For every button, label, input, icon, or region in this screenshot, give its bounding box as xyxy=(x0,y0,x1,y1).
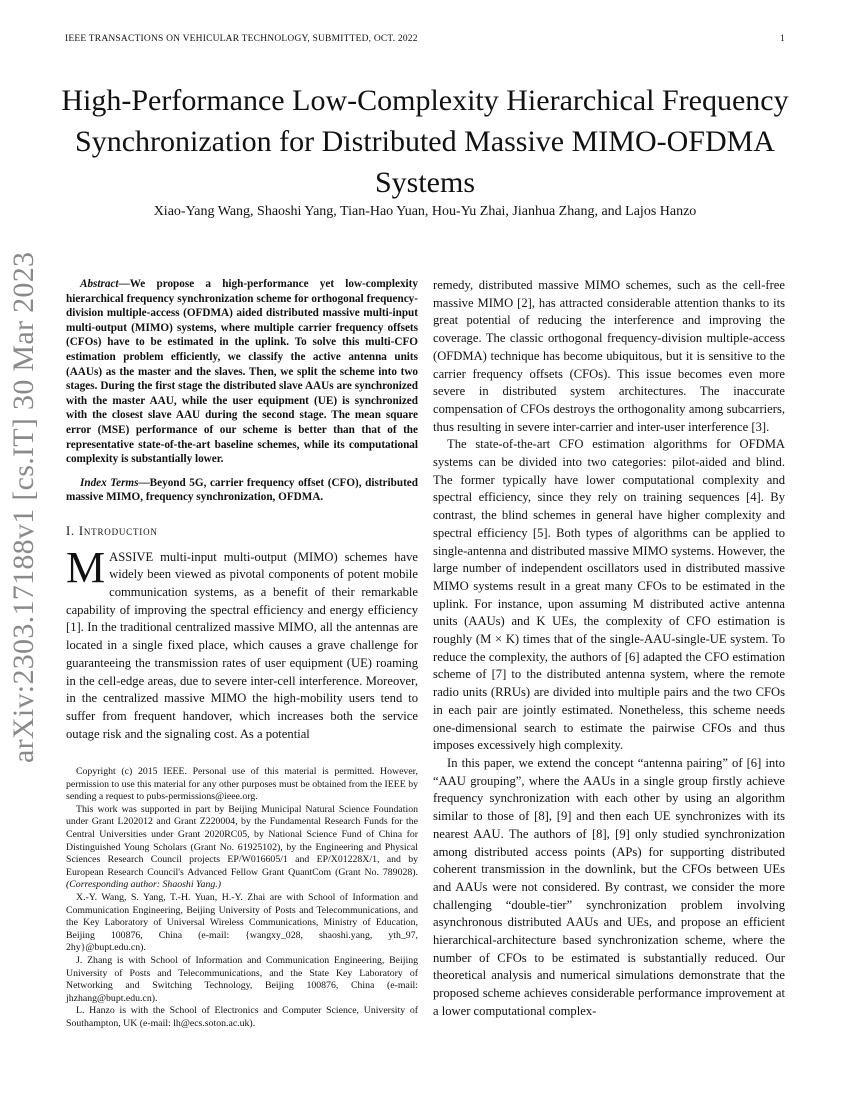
section-heading-introduction: I. Introduction xyxy=(66,523,158,538)
affiliation-1: X.-Y. Wang, S. Yang, T.-H. Yuan, H.-Y. Zhai are with School of Information and Communication Engineering, Beijing University of Posts and Telecommunications, and the Key Laboratory of Universal Wireless Communications, Ministry of Education, Beijing 100876, China (e-mail: {wangxy_028, shaoshi.yang, yth_97, 2hy}@bupt.edu.cn). xyxy=(66,891,418,954)
right-paragraph-1: remedy, distributed massive MIMO schemes, such as the cell-free massive MIMO [2], has attracted considerable attention thanks to its great potential of reducing the interference and improving the coverage. The classic orthogonal frequency-division multiple-access (OFDMA) technique has become ubiquitous, but it is sensitive to the carrier frequency offsets (CFOs). This issue becomes even more severe in distributed system architectures. The inaccurate compensation of CFOs destroys the orthogonality among subcarriers, thus resulting in severe inter-carrier and inter-user interference [3]. xyxy=(433,278,785,434)
running-header xyxy=(65,34,785,44)
funding-note xyxy=(66,804,418,892)
drop-cap: M xyxy=(66,542,106,592)
index-terms-text: —Beyond 5G, carrier frequency offset (CFO), distributed massive MIMO, frequency synchronization, OFDMA. xyxy=(66,476,418,504)
copyright-notice: Copyright (c) 2015 IEEE. Personal use of this material is permitted. However, permission to use this material for any other purposes must be obtained from the IEEE by sending a request to pubs-permissions@ieee.org. xyxy=(66,766,418,803)
affiliation-3: L. Hanzo is with the School of Electronics and Computer Science, University of Southampton, UK (e-mail: lh@ecs.soton.ac.uk). xyxy=(66,1005,418,1029)
abstract-text: —We propose a high-performance yet low-complexity hierarchical frequency synchronization scheme for orthogonal frequency-division multiple-access (OFDMA) aided distributed massive multi-input multi-output (MIMO) systems, where multiple carrier frequency offsets (CFOs) have to be estimated in the uplink. To solve this multi-CFO estimation problem efficiently, we classify the active antenna units (AAUs) as the master and the slaves. Then, we split the scheme into two stages. During the first stage the distributed slave AAUs are synchronized with the master AAU, while the user equipment (UE) is synchronized with the closest slave AAU during the second stage. The mean square error (MSE) performance of our scheme is better than that of the representative state-of-the-art baseline schemes, while its computational complexity is substantially lower. xyxy=(66,278,418,466)
author-list: Xiao-Yang Wang, Shaoshi Yang, Tian-Hao Yuan, Hou-Yu Zhai, Jianhua Zhang, and Lajos Hanzo xyxy=(153,204,697,219)
funding-text: This work was supported in part by Beijing Municipal Natural Science Foundation under Grant L202012 and Grant Z220004, by the Fundamental Research Funds for the Central Universities under Grant 2020RC05, by National Science Fund of China for Distinguished Young Scholars (Grant No. 61925102), by the Engineering and Physical Sciences Research Council projects EP/W016605/1 and EP/X01228X/1, and by European Research Council's Advanced Fellow Grant QuantCom (Grant No. 789028). xyxy=(66,803,418,878)
right-column xyxy=(433,277,785,1021)
index-terms xyxy=(66,476,418,505)
affiliation-2: J. Zhang is with School of Information and Communication Engineering, Beijing University of Posts and Telecommunications, and the State Key Laboratory of Networking and Switching Technology, Beijing 100876, China (e-mail: jhzhang@bupt.edu.cn). xyxy=(66,954,418,1004)
right-paragraph-3: In this paper, we extend the concept “antenna pairing” of [6] into “AAU grouping”, where the AAUs in a single group firstly achieve frequency synchronization with each other by using an algorithm similar to those of [8], [9] and then each UE synchronizes with its nearest AAU. The authors of [8], [9] only studied synchronization among distributed access points (APs) for supporting distributed coherent transmission in the downlink, but the CFOs between UEs and AAUs were not considered. By contrast, we consider the more challenging “double-tier” synchronization problem involving asynchronous distributed AAUs and UEs, and propose an efficient hierarchical-architecture based synchronization scheme, where the number of CFOs to be estimated is substantially reduced. Our theoretical analysis and numerical simulations demonstrate that the proposed scheme achieves considerable performance improvement at a lower computational complex- xyxy=(433,755,785,1018)
abstract-lead: Abstract xyxy=(80,278,119,290)
introduction xyxy=(66,542,418,744)
page-number: 1 xyxy=(780,34,785,44)
index-terms-lead: Index Terms xyxy=(80,476,139,489)
right-paragraph-2: The state-of-the-art CFO estimation algorithms for OFDMA systems can be divided into two categories: pilot-aided and blind. The former typically have lower computational complexity and spectral efficiency, since they rely on training sequences [4]. By contrast, the blind schemes in general have higher complexity and spectral efficiency [5]. Both types of algorithms can be applied to single-antenna and distributed massive MIMO systems. However, the large number of independent oscillators used in distributed massive MIMO systems result in a great many CFOs to be estimated in the uplink. For instance, upon assuming M distributed active antenna units (AAUs) and K UEs, the complexity of CFO estimation is roughly (M × K) times that of the single-AAU-single-UE system. To reduce the complexity, the authors of [6] adapted the CFO estimation scheme of [7] to the distributed antenna system, where the remote radio units (RRUs) are divided into multiple pairs and the two CFOs in each pair are jointly estimated. Nonetheless, this scheme needs one-dimensional search to estimate the pairwise CFOs and thus imposes excessively high complexity. xyxy=(433,437,785,753)
journal-name: IEEE TRANSACTIONS ON VEHICULAR TECHNOLOGY, SUBMITTED, OCT. 2022 xyxy=(65,34,418,44)
footnotes xyxy=(66,766,418,1030)
corresponding-author: (Corresponding author: Shaoshi Yang.) xyxy=(66,879,221,891)
intro-paragraph xyxy=(66,542,418,744)
intro-paragraph-text: ASSIVE multi-input multi-output (MIMO) schemes have widely been viewed as pivotal components of potent mobile communication systems, as a benefit of their remarkable capability of improving the spectral efficiency and energy efficiency [1]. In the traditional centralized massive MIMO, all the antennas are located in a single fixed place, which causes a grave challenge for guaranteeing the transmission rates of user equipment (UE) roaming in the cell-edge areas, due to severe inter-cell interference. Moreover, in the centralized massive MIMO the high-mobility users tend to suffer from frequent handover, which increases both the service outage risk and the signaling cost. As a potential xyxy=(66,549,418,741)
paper-title: High-Performance Low-Complexity Hierarchical Frequency Synchronization for Distributed Massive MIMO-OFDMA Systems xyxy=(61,84,789,199)
left-column xyxy=(66,277,418,743)
arxiv-stamp: arXiv:2303.17188v1 [cs.IT] 30 Mar 2023 xyxy=(7,251,40,763)
abstract xyxy=(66,277,418,467)
